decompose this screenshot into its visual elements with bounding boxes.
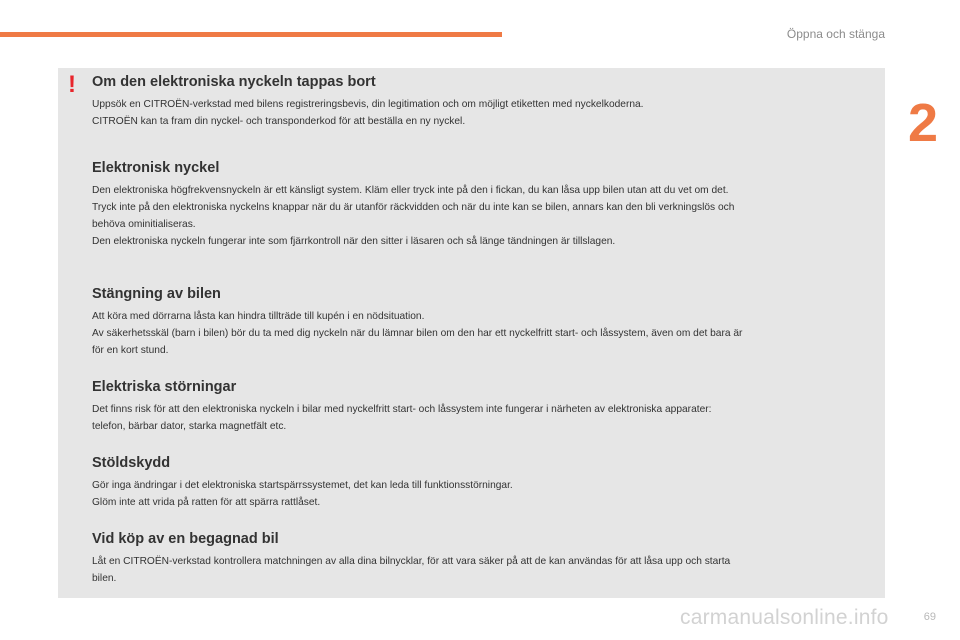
watermark: carmanualsonline.info [680,606,889,629]
section-electrical-interference [92,379,882,435]
page-number: 69 [923,611,936,623]
section-heading: Elektriska störningar [92,379,237,395]
section-locking-vehicle [92,286,882,359]
section-heading: Stängning av bilen [92,286,221,302]
section-lost-key [92,74,882,130]
section-heading: Om den elektroniska nyckeln tappas bort [92,74,376,90]
section-body: Uppsök en CITROËN-verkstad med bilens registreringsbevis, din legitimation och om möjligt etiketten med nyckelkoderna. CITROËN kan ta fram din nyckel- och transponderkod för att beställa en ny nyckel. [92,99,644,127]
section-electronic-key [92,160,882,250]
header-accent-bar [0,32,502,37]
chapter-number: 2 [907,93,938,153]
exclamation-warning-icon: ! [68,71,76,98]
section-body: Den elektroniska högfrekvensnyckeln är ett känsligt system. Kläm eller tryck inte på den i fickan, du kan låsa upp bilen utan att du vet om det. Tryck inte på den elektroniska nyckelns knappar när du är utanför räckvidden och när du inte kan se bilen, annars kan den bli verkningslös och behöva ominitialiseras. Den elektroniska nyckeln fungerar inte som fjärrkontroll när den sitter i läsaren och så länge tändningen är tillslagen. [92,185,735,247]
section-body: Gör inga ändringar i det elektroniska startspärrssystemet, det kan leda till funktionsstörningar. Glöm inte att vrida på ratten för att spärra rattlåset. [92,480,513,508]
section-body: Att köra med dörrarna låsta kan hindra tillträde till kupén i en nödsituation. Av säkerhetsskäl (barn i bilen) bör du ta med dig nyckeln när du lämnar bilen om den har ett nyckelfritt start- och låssystem, även om det bara är för en kort stund. [92,311,743,356]
section-heading: Vid köp av en begagnad bil [92,531,279,547]
section-used-car [92,531,882,587]
section-anti-theft [92,455,882,511]
chapter-title: Öppna och stänga [786,27,885,41]
section-body: Låt en CITROËN-verkstad kontrollera matchningen av alla dina bilnycklar, för att vara säker på att de kan användas för att låsa upp och starta bilen. [92,556,731,584]
section-body: Det finns risk för att den elektroniska nyckeln i bilar med nyckelfritt start- och låssystem inte fungerar i närheten av elektroniska apparater: telefon, bärbar dator, starka magnetfält etc. [92,404,712,432]
section-heading: Elektronisk nyckel [92,160,220,176]
section-heading: Stöldskydd [92,455,171,471]
